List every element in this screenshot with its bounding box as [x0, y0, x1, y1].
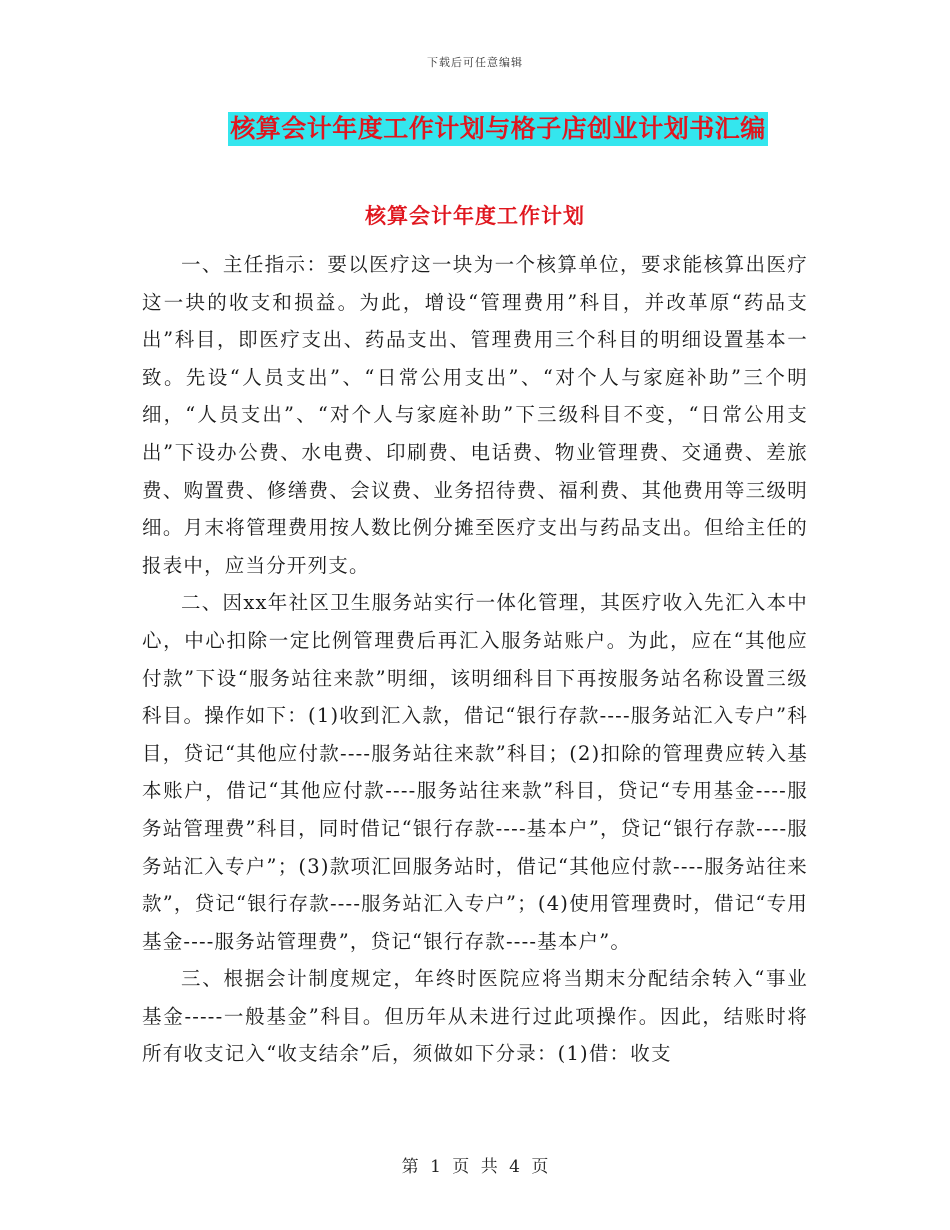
document-body — [142, 246, 808, 1073]
paragraph-1: 一、主任指示：要以医疗这一块为一个核算单位，要求能核算出医疗这一块的收支和损益。为此，增设“管理费用”科目，并改革原“药品支出”科目，即医疗支出、药品支出、管理费用三个科目的明细设置基本一致。先设“人员支出”、“日常公用支出”、“对个人与家庭补助”三个明细，“人员支出”、“对个人与家庭补助”下三级科目不变，“日常公用支出”下设办公费、水电费、印刷费、电话费、物业管理费、交通费、差旅费、购置费、修缮费、会议费、业务招待费、福利费、其他费用等三级明细。月末将管理费用按人数比例分摊至医疗支出与药品支出。但给主任的报表中，应当分开列支。 — [142, 253, 808, 577]
document-title: 核算会计年度工作计划与格子店创业计划书汇编 — [228, 112, 768, 146]
paragraph-3: 三、根据会计制度规定，年终时医院应将当期末分配结余转入“事业基金-----一般基金”科目。但历年从未进行过此项操作。因此，结账时将所有收支记入“收支结余”后，须做如下分录：(1)借：收支 — [142, 967, 808, 1066]
section-title: 核算会计年度工作计划 — [365, 203, 585, 228]
document-title-wrap — [0, 112, 950, 146]
paragraph-2: 二、因xx年社区卫生服务站实行一体化管理，其医疗收入先汇入本中心，中心扣除一定比例管理费后再汇入服务站账户。为此，应在“其他应付款”下设“服务站往来款”明细，该明细科目下再按服务站名称设置三级科目。操作如下：(1)收到汇入款，借记“银行存款----服务站汇入专户”科目，贷记“其他应付款----服务站往来款”科目；(2)扣除的管理费应转入基本账户，借记“其他应付款----服务站往来款”科目，贷记“专用基金----服务站管理费”科目，同时借记“银行存款----基本户”，贷记“银行存款----服务站汇入专户”；(3)款项汇回服务站时，借记“其他应付款----服务站往来款”，贷记“银行存款----服务站汇入专户”；(4)使用管理费时，借记“专用基金----服务站管理费”，贷记“银行存款----基本户”。 — [142, 591, 808, 953]
page-number-footer: 第 1 页 共 4 页 — [401, 1157, 549, 1177]
header-note: 下载后可任意编辑 — [427, 56, 523, 69]
